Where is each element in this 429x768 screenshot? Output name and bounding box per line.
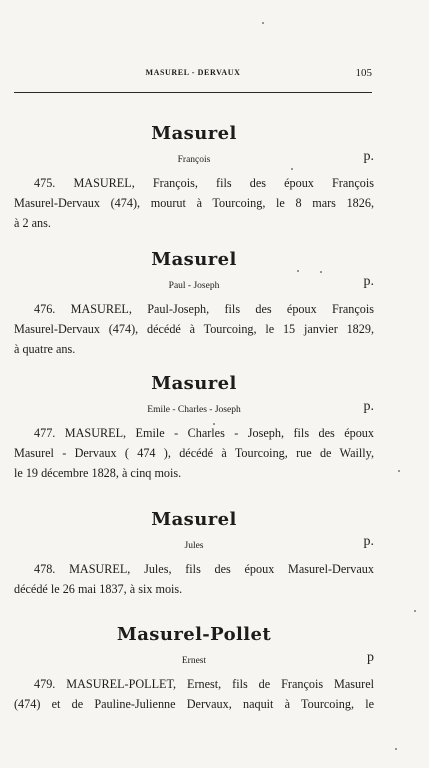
- entry-text: [14, 173, 374, 233]
- entry-476: [14, 249, 374, 359]
- entry-line: 477. MASUREL, Emile - Charles - Joseph, fils des époux: [34, 426, 374, 440]
- entry-line: 479. MASUREL-POLLET, Ernest, fils de François Masurel: [34, 677, 374, 691]
- header-rule: [14, 92, 372, 93]
- paper-speck: [213, 423, 215, 425]
- given-name: Jules: [184, 541, 204, 551]
- entry-line: le 19 décembre 1828, à cinq mois.: [14, 466, 182, 480]
- entry-line: 478. MASUREL, Jules, fils des époux Masurel-Dervaux: [34, 562, 374, 576]
- family-name-heading: Masurel-Pollet: [116, 624, 272, 645]
- family-name-heading: Masurel: [151, 509, 237, 530]
- paper-speck: [297, 270, 299, 272]
- paper-speck: [398, 470, 400, 472]
- entry-line: (474) et de Pauline-Julienne Dervaux, naquit à Tourcoing, le: [14, 697, 374, 711]
- entry-477: [14, 373, 374, 483]
- p-marker: p.: [363, 534, 374, 549]
- paper-speck: [395, 748, 397, 750]
- entry-line: à 2 ans.: [14, 216, 51, 230]
- entry-line: Masurel - Dervaux ( 474 ), décédé à Tourcoing, rue de Wailly,: [14, 446, 374, 460]
- entry-line: Masurel-Dervaux (474), mourut à Tourcoing, le 8 mars 1826,: [14, 196, 374, 210]
- entry-text: [14, 423, 374, 483]
- p-marker: p.: [363, 274, 374, 289]
- family-name-heading: Masurel: [151, 249, 237, 270]
- entry-text: [14, 299, 374, 359]
- entry-475: [14, 123, 374, 233]
- entry-text: [14, 559, 374, 599]
- given-name: Emile - Charles - Joseph: [147, 405, 241, 415]
- paper-speck: [291, 168, 293, 170]
- running-title: MASUREL - DERVAUX: [145, 68, 241, 77]
- page-number: 105: [355, 67, 372, 79]
- entry-line: à quatre ans.: [14, 342, 76, 356]
- p-marker: p.: [363, 149, 374, 164]
- entry-line: 475. MASUREL, François, fils des époux François: [34, 176, 374, 190]
- running-head: [14, 68, 372, 82]
- entry-478: [14, 509, 374, 599]
- p-marker: p: [367, 650, 374, 665]
- entry-text: [14, 674, 374, 714]
- paper-speck: [414, 610, 416, 612]
- entry-line: Masurel-Dervaux (474), décédé à Tourcoing, le 15 janvier 1829,: [14, 322, 374, 336]
- given-name: Ernest: [181, 656, 207, 666]
- family-name-heading: Masurel: [151, 123, 237, 144]
- paper-speck: [320, 271, 322, 273]
- given-name: François: [177, 155, 211, 165]
- entry-line: 476. MASUREL, Paul-Joseph, fils des époux François: [34, 302, 374, 316]
- paper-speck: [262, 22, 264, 24]
- entry-479: [14, 624, 374, 714]
- given-name: Paul - Joseph: [168, 281, 220, 291]
- family-name-heading: Masurel: [151, 373, 237, 394]
- p-marker: p.: [363, 399, 374, 414]
- entry-line: décédé le 26 mai 1837, à six mois.: [14, 582, 183, 596]
